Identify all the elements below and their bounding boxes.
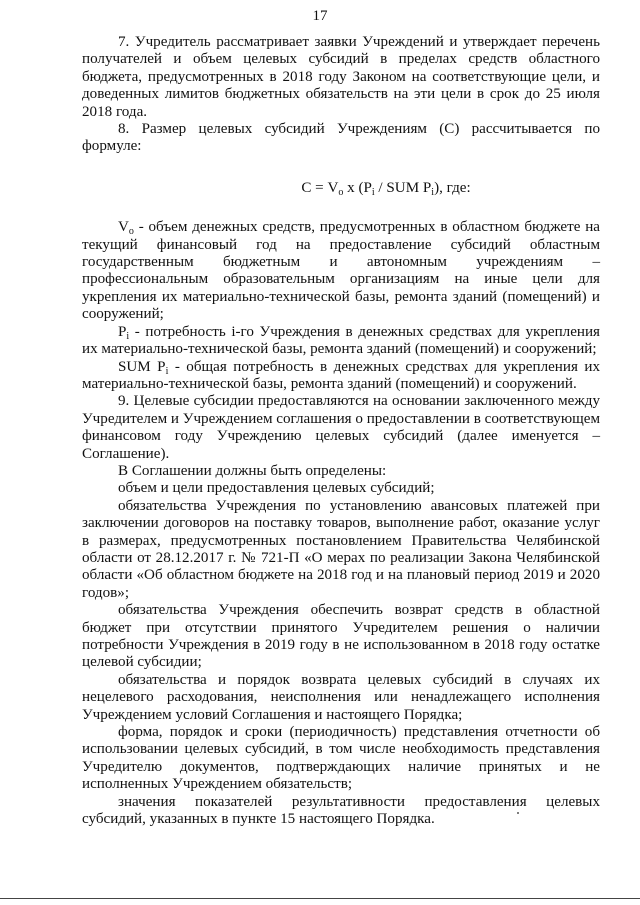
formula-part: ), где: — [434, 179, 471, 196]
formula-subscript: i — [431, 186, 435, 198]
formula-subscript: о — [338, 186, 344, 198]
definition-text: - потребность i-го Учреждения в денежных средствах для укрепления их материально-технической базы, ремонта зданий (помещений) и сооружений; — [82, 323, 600, 358]
agreement-intro: В Соглашении должны быть определены: — [118, 462, 387, 479]
paragraph-7: 7. Учредитель рассматривает заявки Учреждений и утверждает перечень получателей и объем целевых субсидий в пределах средств областного бюджета, предусмотренных в 2018 году Законом на соответствующие цели, и доведенных лимитов бюджетных обязательств на эти цели в срок до 25 июля 2018 года. — [82, 34, 600, 120]
agreement-item-4: обязательства и порядок возврата целевых субсидий в случаях их нецелевого расходования, неисполнения или ненадлежащего исполнения Учреждением условий Соглашения и настоящего Порядка; — [82, 671, 600, 723]
formula-part: С = V — [301, 179, 339, 196]
definition-symbol: P — [118, 323, 127, 340]
definition-subscript: о — [128, 226, 134, 238]
formula — [82, 180, 600, 197]
definition-symbol: SUM P — [118, 358, 166, 375]
definition-text: - объем денежных средств, предусмотренных в областном бюджете на текущий финансовый год на предоставление субсидий областным государственным бюджетным и автономным учреждениям – профессиональным образовательным организациям на иные цели для укрепления их материально-технической базы, ремонта зданий (помещений) и сооружений; — [82, 219, 600, 323]
agreement-item-5: форма, порядок и сроки (периодичность) представления отчетности об использовании целевых субсидий, в том числе необходимость представления Учредителю документов, подтверждающих наличие принятых и не исполненных Учреждением обязательств; — [82, 724, 600, 793]
agreement-item-3: обязательства Учреждения обеспечить возврат средств в областной бюджет при отсутствии принятого Учредителем решения о наличии потребности Учреждения в 2019 году в не использованном в 2018 году остатке целевой субсидии; — [82, 602, 600, 671]
paragraph-9: 9. Целевые субсидии предоставляются на основании заключенного между Учредителем и Учреждением соглашения о предоставлении в соответствующем финансовом году Учреждению целевых субсидий (далее именуется – Соглашение). — [82, 393, 600, 462]
scan-speck — [517, 812, 519, 814]
definition-subscript: i — [165, 365, 169, 377]
definition-subscript: i — [126, 330, 130, 342]
formula-part: / SUM P — [374, 179, 432, 196]
page-bottom-edge — [0, 898, 640, 899]
agreement-item-1: объем и цели предоставления целевых субсидий; — [118, 480, 435, 497]
paragraph-8: 8. Размер целевых субсидий Учреждениям (С) рассчитывается по формуле: — [82, 121, 600, 155]
formula-part: х (P — [343, 179, 372, 196]
page-number: 17 — [312, 8, 328, 24]
definition-sum — [82, 359, 600, 394]
definition-vo — [82, 219, 600, 323]
definition-symbol: V — [118, 219, 129, 236]
formula-subscript: i — [371, 186, 375, 198]
agreement-item-6: значения показателей результативности предоставления целевых субсидий, указанных в пункте 15 настоящего Порядка. — [82, 793, 600, 828]
definition-pi — [82, 324, 600, 359]
definition-text: - общая потребность в денежных средствах для укрепления их материально-технической базы, ремонта зданий (помещений) и сооружений. — [82, 358, 600, 392]
agreement-item-2: обязательства Учреждения по установлению авансовых платежей при заключении договоров на поставку товаров, выполнение работ, оказание услуг в размерах, предусмотренных постановлением Правительства Челябинской области от 28.12.2017 г. № 721-П «О мерах по реализации Закона Челябинской области «Об областном бюджете на 2018 год и на плановый период 2019 и 2020 годов»; — [82, 497, 600, 601]
document-body — [82, 34, 600, 828]
